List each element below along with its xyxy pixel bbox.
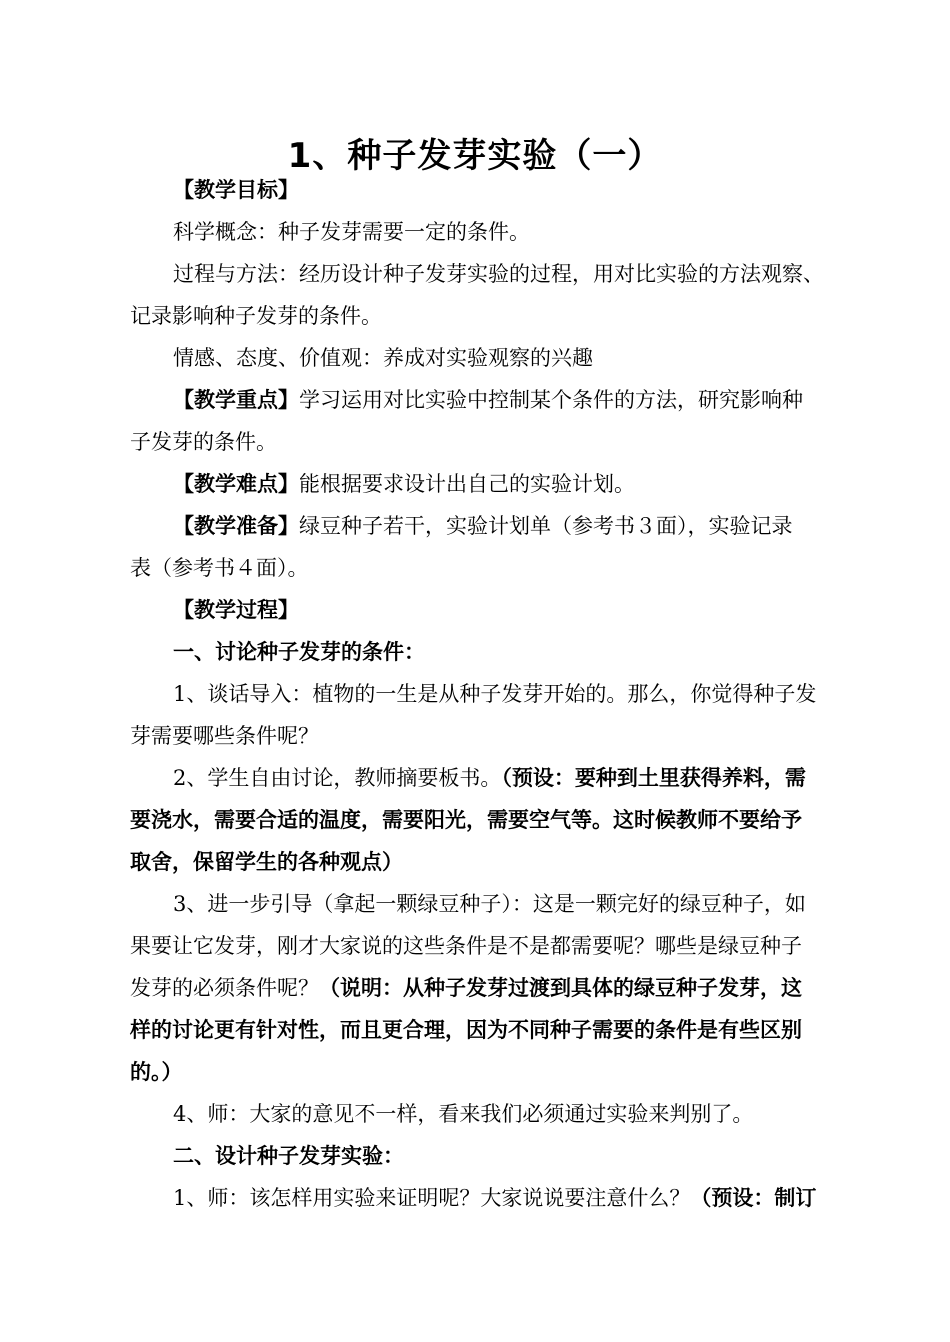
item3-note: （说明：从种子发芽过渡到具体的绿豆种子发芽，这 (319, 976, 802, 1000)
section1-item3-line2: 果要让它发芽，刚才大家说的这些条件是不是都需要呢？哪些是绿豆种子 (130, 934, 802, 958)
section2-item1-preset: （预设：制订 (690, 1186, 817, 1210)
difficulty-line (173, 469, 635, 499)
section1-item2-line3: 取舍，保留学生的各种观点） (130, 850, 403, 874)
key-point-line2: 子发芽的条件。 (130, 430, 277, 454)
key-point-line1 (173, 385, 803, 415)
page-title: 1、种子发芽实验（一） (287, 136, 663, 176)
section1-item3-line1: 3、进一步引导（拿起一颗绿豆种子）：这是一颗完好的绿豆种子，如 (173, 892, 806, 916)
objective-attitude: 情感、态度、价值观：养成对实验观察的兴趣 (173, 346, 593, 370)
section1-item2-line1 (173, 763, 806, 793)
section2-item1-line1 (173, 1183, 816, 1213)
preparation-text: 绿豆种子若干，实验计划单（参考书３面），实验记录 (299, 514, 793, 538)
section1-heading: 一、讨论种子发芽的条件： (173, 640, 425, 664)
key-point-text: 学习运用对比实验中控制某个条件的方法，研究影响种 (299, 388, 803, 412)
section1-item3-line3 (130, 973, 802, 1003)
key-point-label: 【教学重点】 (173, 388, 299, 412)
item2-preset: （预设：要种到土里获得养料，需 (501, 766, 806, 790)
objective-process-line1: 过程与方法：经历设计种子发芽实验的过程，用对比实验的方法观察、 (173, 262, 824, 286)
preparation-label: 【教学准备】 (173, 514, 299, 538)
section1-item1-line2: 芽需要哪些条件呢？ (130, 724, 319, 748)
objective-concept: 科学概念：种子发芽需要一定的条件。 (173, 220, 530, 244)
section1-item3-line5: 的。） (130, 1060, 183, 1084)
difficulty-label: 【教学难点】 (173, 472, 299, 496)
section2-heading: 二、设计种子发芽实验： (173, 1144, 404, 1168)
objective-process-line2: 记录影响种子发芽的条件。 (130, 304, 382, 328)
item3-text: 发芽的必须条件呢？ (130, 976, 319, 1000)
objectives-heading: 【教学目标】 (173, 178, 299, 202)
section1-item2-line2: 要浇水，需要合适的温度，需要阳光，需要空气等。这时候教师不要给予 (130, 808, 802, 832)
preparation-line2: 表（参考书４面）。 (130, 556, 309, 580)
item2-text: 2、学生自由讨论，教师摘要板书。 (173, 766, 502, 790)
process-heading: 【教学过程】 (173, 598, 299, 622)
difficulty-text: 能根据要求设计出自己的实验计划。 (299, 472, 635, 496)
preparation-line1 (173, 511, 793, 541)
section2-item1-text: 1、师：该怎样用实验来证明呢？大家说说要注意什么？ (173, 1186, 691, 1210)
section1-item4: 4、师：大家的意见不一样，看来我们必须通过实验来判别了。 (173, 1102, 754, 1126)
section1-item3-line4: 样的讨论更有针对性，而且更合理，因为不同种子需要的条件是有些区别 (130, 1018, 802, 1042)
section1-item1-line1: 1、谈话导入：植物的一生是从种子发芽开始的。那么，你觉得种子发 (173, 682, 817, 706)
